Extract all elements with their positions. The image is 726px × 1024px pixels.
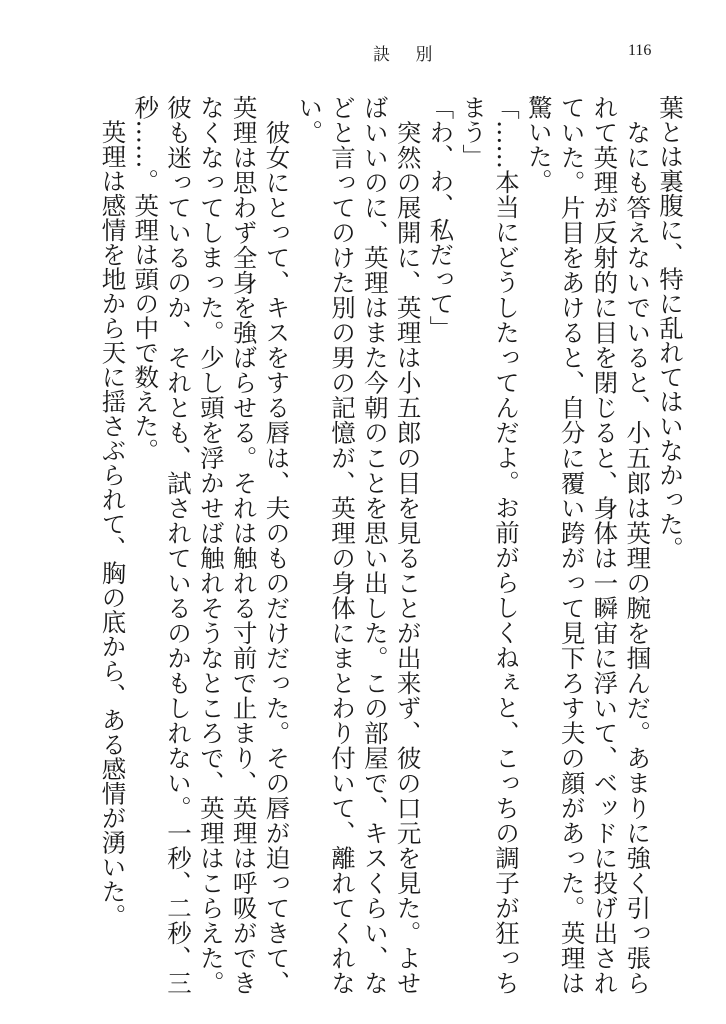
paragraph: なにも答えないでいると、小五郎は英理の腕を掴んだ。あまりに強く引っ張られて英理が反射的に目を閉じると、身体は一瞬宙に浮いて、ベッドに投げ出されていた。片目をあけると、自分に覆い跨がって見下ろす夫の顔があった。英理は驚いた。 [524,95,653,995]
paragraph: 葉とは裏腹に、特に乱れてはいなかった。 [656,95,685,561]
paragraph: 「……本当にどうしたってんだよ。お前がらしくねぇと、こっちの調子が狂っちまう」 [459,95,522,995]
paragraph: 「わ、わ、私だって」 [426,95,456,340]
page-number: 116 [628,42,652,59]
chapter-title: 訣 別 [373,45,443,65]
paragraph: 英理は感情を地から天に揺さぶられて、胸の底から、ある感情が湧いた。 [98,95,128,928]
paragraph: 突然の展開に、英理は小五郎の目を見ることが出来ず、彼の口元を見た。よせばいいのに、英理はまた今朝のことを思い出した。この部屋で、キスくらい、などと言ってのけた別の男の記憶が、英理の身体にまとわり付いて、離れてくれない。 [295,95,423,995]
body-text [96,95,686,995]
paragraph: 彼女にとって、キスをする唇は、夫のものだけだった。その唇が迫ってきて、英理は思わず全身を強ばらせる。それは触れる寸前で止まり、英理は呼吸ができなくなってしまった。少し頭を浮かせば触れそうなところで、英理はこらえた。彼も迷っているのか、それとも、試されているのかもしれない。一秒、二秒、三秒……。英理は頭の中で数えた。 [131,95,292,995]
